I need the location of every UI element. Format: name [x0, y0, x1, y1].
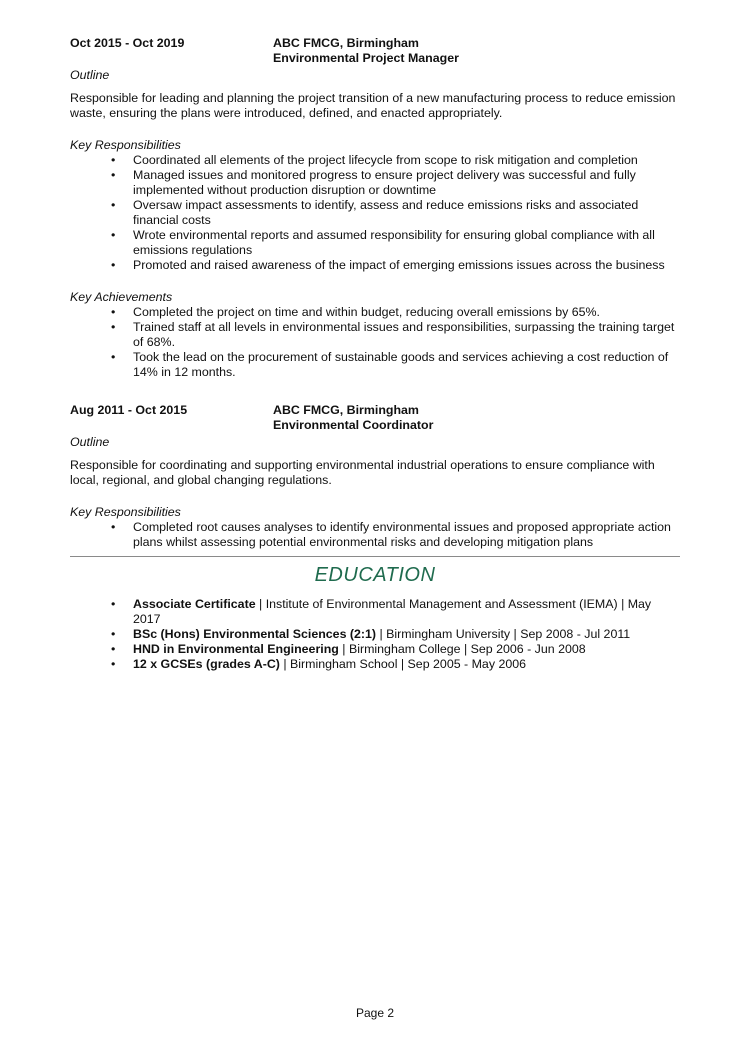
qualification-details: | Birmingham College | Sep 2006 - Jun 2008	[338, 642, 586, 656]
achievements-list	[70, 305, 680, 380]
qualification: BSc (Hons) Environmental Sciences (2:1)	[133, 627, 377, 641]
qualification: Associate Certificate	[133, 597, 256, 611]
section-divider	[70, 556, 680, 557]
list-item	[133, 597, 680, 627]
list-item: • Wrote environmental reports and assumed responsibility for ensuring global compliance with all emissions regulations	[133, 228, 680, 258]
responsibilities-label: Key Responsibilities	[70, 138, 181, 152]
qualification: 12 x GCSEs (grades A-C)	[133, 657, 280, 671]
qualification-details: | Birmingham School | Sep 2005 - May 2006	[279, 657, 527, 671]
outline-label: Outline	[70, 435, 110, 449]
job-entry	[70, 403, 680, 550]
list-item: • Managed issues and monitored progress to ensure project delivery was successful and fully implemented without production disruption or downtime	[133, 168, 680, 198]
list-item: • Completed root causes analyses to identify environmental issues and proposed appropriate action plans whilst assessing potential environmental risks and developing mitigation plans	[133, 520, 680, 550]
job-company: ABC FMCG, Birmingham	[273, 403, 419, 417]
job-header	[70, 36, 680, 66]
job-org	[273, 403, 433, 433]
list-item: • Took the lead on the procurement of sustainable goods and services achieving a cost reduction of 14% in 12 months.	[133, 350, 680, 380]
list-item: • Promoted and raised awareness of the impact of emerging emissions issues across the business	[133, 258, 680, 273]
education-list	[70, 597, 680, 672]
list-item: • Completed the project on time and within budget, reducing overall emissions by 65%.	[133, 305, 680, 320]
qualification: HND in Environmental Engineering	[133, 642, 339, 656]
qualification-details: | Birmingham University | Sep 2008 - Jul 2011	[376, 627, 631, 641]
outline-text: Responsible for coordinating and supporting environmental industrial operations to ensure compliance with local, regional, and global changing regulations.	[70, 458, 655, 487]
list-item	[133, 657, 680, 672]
list-item: • Trained staff at all levels in environmental issues and responsibilities, surpassing the training target of 68%.	[133, 320, 680, 350]
job-company: ABC FMCG, Birmingham	[273, 36, 419, 50]
list-item	[133, 642, 680, 657]
section-heading: EDUCATION	[314, 564, 436, 586]
job-header	[70, 403, 680, 433]
list-item: • Oversaw impact assessments to identify, assess and reduce emissions risks and associated financial costs	[133, 198, 680, 228]
achievements-label: Key Achievements	[70, 290, 173, 304]
job-org	[273, 36, 459, 66]
outline-label: Outline	[70, 68, 110, 82]
job-entry	[70, 36, 680, 380]
job-dates: Aug 2011 - Oct 2015	[70, 403, 188, 417]
responsibilities-label: Key Responsibilities	[70, 505, 181, 519]
list-item: • Coordinated all elements of the project lifecycle from scope to risk mitigation and completion	[133, 153, 680, 168]
page-number: Page 2	[355, 1006, 395, 1020]
job-dates: Oct 2015 - Oct 2019	[70, 36, 185, 50]
list-item	[133, 627, 680, 642]
resume-page	[70, 36, 680, 672]
outline-text: Responsible for leading and planning the project transition of a new manufacturing process to reduce emission waste, ensuring the plans were introduced, defined, and enacted appropriately.	[70, 91, 676, 120]
responsibilities-list	[70, 153, 680, 273]
qualification-details: | Institute of Environmental Management and Assessment (IEMA) | May 2017	[133, 597, 652, 626]
job-title: Environmental Coordinator	[273, 418, 434, 432]
job-title: Environmental Project Manager	[273, 51, 459, 65]
education-section	[70, 563, 680, 672]
responsibilities-list	[70, 520, 680, 550]
